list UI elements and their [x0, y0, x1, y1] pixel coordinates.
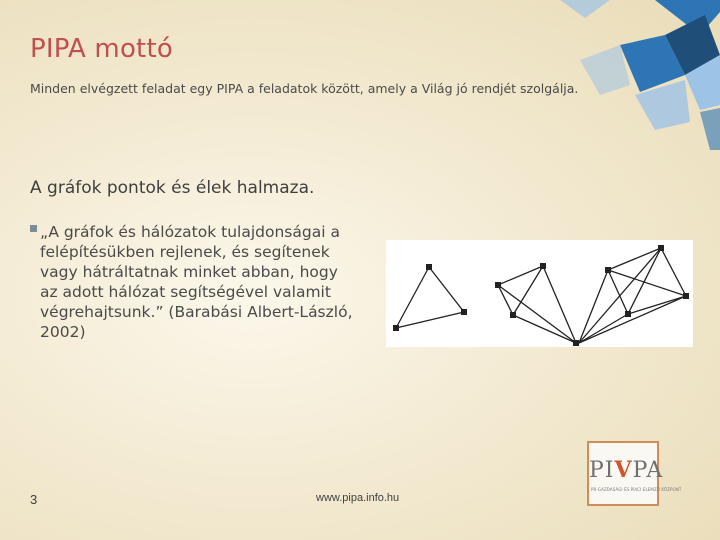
slide-title: PIPA mottó — [30, 34, 173, 64]
square-bullet-icon — [30, 225, 37, 232]
pipa-logo — [587, 441, 682, 506]
page-number: 3 — [30, 492, 38, 507]
quad-graph — [498, 266, 576, 343]
graph-examples-image — [386, 240, 693, 347]
complete-graph — [579, 248, 686, 343]
graph-diagrams — [386, 240, 693, 347]
corner-decoration — [460, 0, 720, 150]
footer-url[interactable]: www.pipa.info.hu — [316, 492, 400, 504]
section-heading: A gráfok pontok és élek halmaza. — [30, 178, 315, 198]
quote-bullet — [30, 222, 360, 342]
triangle-graph — [396, 267, 464, 328]
logo-tagline: PR-GAZDASÁGI ÉS PIACI ELEMZŐ KÖZPONT — [591, 487, 682, 492]
quote-text: „A gráfok és hálózatok tulajdonságai a felépítésükben rejlenek, és segítenek vagy hátráltatnak minket abban, hogy az adott hálózat segítségével valamit végrehajtsunk.” (Barabási Albert-László, 2002) — [40, 223, 353, 341]
motto-text: Minden elvégzett feladat egy PIPA a feladatok között, amely a Világ jó rendjét szolgálja. — [30, 81, 579, 96]
logo-wordmark: PIVPA — [589, 457, 664, 483]
